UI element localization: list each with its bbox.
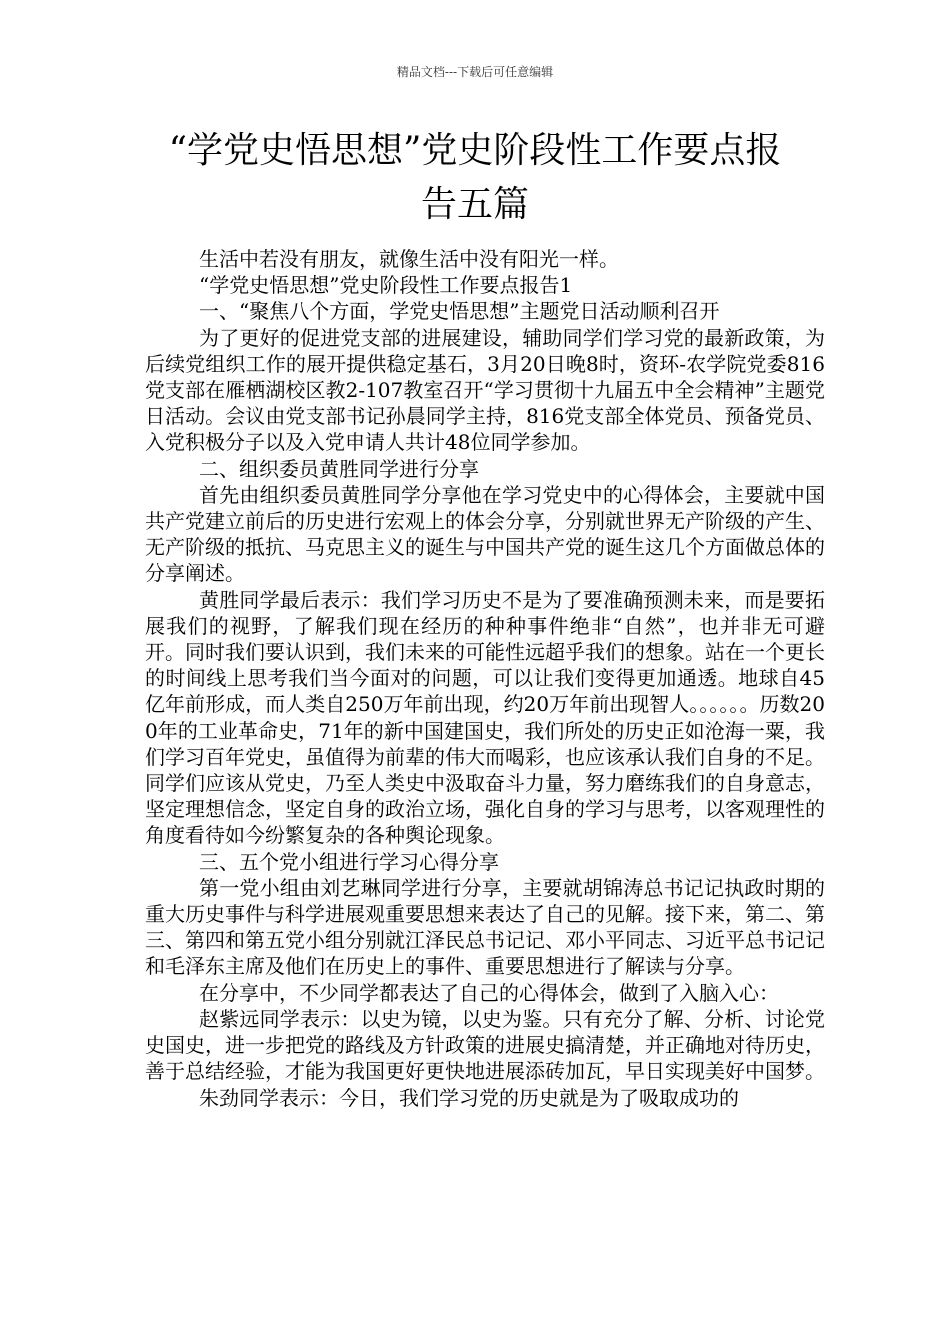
document-title-line-2: 告五篇: [420, 184, 529, 225]
paragraph-intro: 生活中若没有朋友，就像生活中没有阳光一样。: [199, 247, 619, 271]
section-heading-1: 一、“聚焦八个方面，学党史悟思想”主题党日活动顺利召开: [199, 299, 720, 324]
paragraph: 朱劲同学表示：今日，我们学习党的历史就是为了吸取成功的: [199, 1085, 739, 1110]
document-body: [145, 246, 825, 1111]
section-heading-3: 三、五个党小组进行学习心得分享: [199, 849, 499, 874]
paragraph: 第一党小组由刘艺琳同学进行分享，主要就胡锦涛总书记记执政时期的重大历史事件与科学进展观重要思想来表达了自己的见解。接下来，第二、第三、第四和第五党小组分别就江泽民总书记记、邓小平同志、习近平总书记记和毛泽东主席及他们在历史上的事件、重要思想进行了解读与分享。: [145, 875, 825, 979]
page-header: 精品文档---下载后可任意编辑: [396, 65, 554, 79]
paragraph: 黄胜同学最后表示：我们学习历史不是为了要准确预测未来，而是要拓展我们的视野，了解我们现在经历的种种事件绝非“自然”，也并非无可避开。同时我们要认识到，我们未来的可能性远超乎我们的想象。站在一个更长的时间线上思考我们当今面对的问题，可以让我们变得更加通透。地球自45亿年前形成，而人类自250万年前出现，约20万年前出现智人。。。。。。历数200年的工业革命史，71年的新中国建国史，我们所处的历史正如沧海一粟，我们学习百年党史，虽值得为前辈的伟大而喝彩，也应该承认我们自身的不足。同学们应该从党史，乃至人类史中汲取奋斗力量，努力磨练我们的自身意志，坚定理想信念，坚定自身的政治立场，强化自身的学习与思考，以客观理性的角度看待如今纷繁复杂的各种舆论现象。: [145, 587, 825, 848]
section-heading-2: 二、组织委员黄胜同学进行分享: [199, 456, 479, 481]
document-title: [145, 124, 805, 232]
paragraph: 在分享中，不少同学都表达了自己的心得体会，做到了入脑入心：: [199, 980, 779, 1005]
paragraph: 为了更好的促进党支部的进展建设，辅助同学们学习党的最新政策，为后续党组织工作的展开提供稳定基石，3月20日晚8时，资环-农学院党委816党支部在雁栖湖校区教2-107教室召开“学习贯彻十九届五中全会精神”主题党日活动。会议由党支部书记孙晨同学主持，816党支部全体党员、预备党员、入党积极分子以及入党申请人共计48位同学参加。: [145, 325, 825, 455]
paragraph: 首先由组织委员黄胜同学分享他在学习党史中的心得体会，主要就中国共产党建立前后的历史进行宏观上的体会分享，分别就世界无产阶级的产生、无产阶级的抵抗、马克思主义的诞生与中国共产党的诞生这几个方面做总体的分享阐述。: [145, 482, 825, 586]
paragraph: 赵紫远同学表示：以史为镜，以史为鉴。只有充分了解、分析、讨论党史国史，进一步把党的路线及方针政策的进展史搞清楚，并正确地对待历史，善于总结经验，才能为我国更好更快地进展添砖加瓦，早日实现美好中国梦。: [145, 1006, 825, 1084]
report-heading: “学党史悟思想”党史阶段性工作要点报告1: [199, 273, 573, 298]
document-title-line-1: “学党史悟思想”党史阶段性工作要点报: [168, 130, 782, 171]
